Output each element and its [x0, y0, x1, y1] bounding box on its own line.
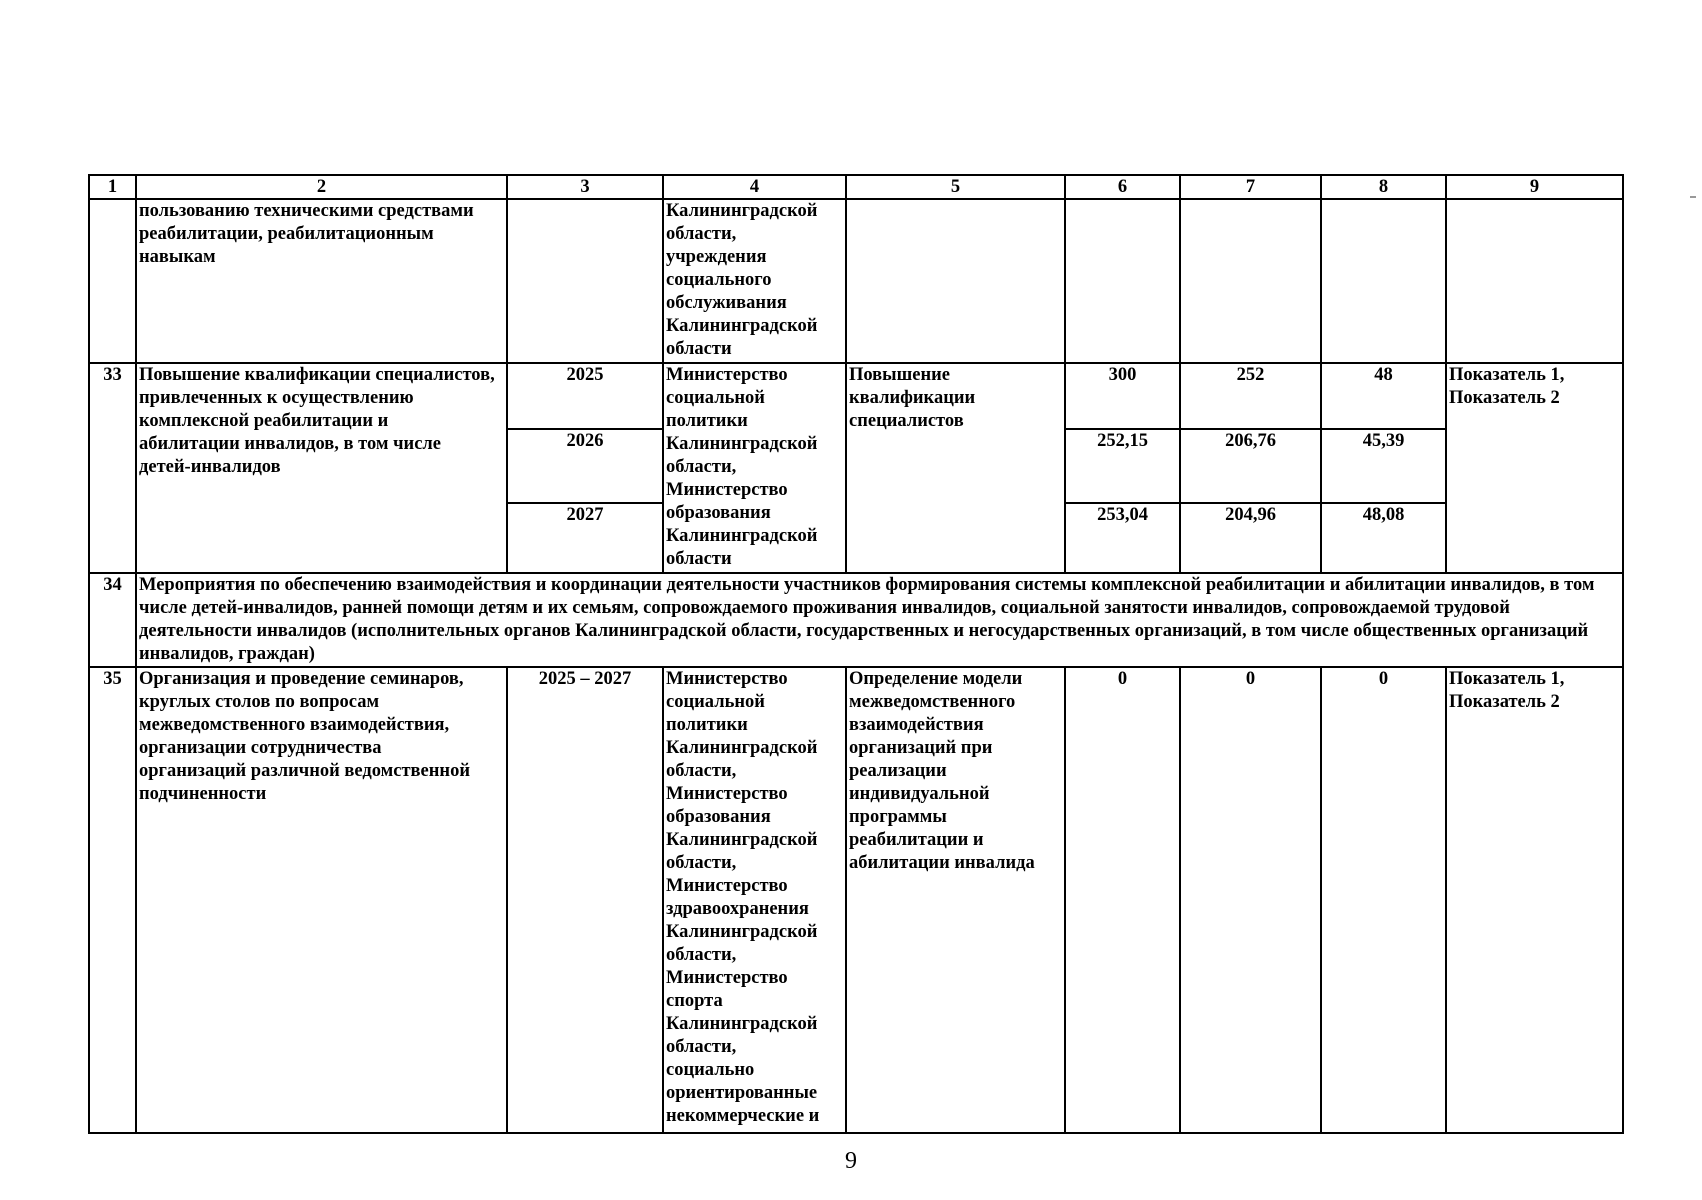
result-cell: Повышение квалификации специалистов [846, 363, 1065, 573]
period-cell [507, 199, 663, 363]
page-number: 9 [845, 1148, 857, 1174]
activity-name-cell: Организация и проведение семинаров, круглых столов по вопросам межведомственного взаимодействия, организации сотрудничества организаций различной ведомственной подчиненности [136, 667, 507, 1133]
header-cell: 3 [507, 175, 663, 199]
value-cell-6: 252,15 [1065, 429, 1180, 503]
value-cell-7 [1180, 199, 1321, 363]
value-cell-8: 48,08 [1321, 503, 1446, 573]
activities-table [88, 174, 1624, 1134]
result-cell [846, 199, 1065, 363]
table-row-33 [89, 363, 1623, 429]
value-cell-6: 0 [1065, 667, 1180, 1133]
result-cell: Определение модели межведомственного взаимодействия организаций при реализации индивидуальной программы реабилитации и абилитации инвалида [846, 667, 1065, 1133]
row-number-cell: 34 [89, 573, 136, 667]
row-number-cell: 35 [89, 667, 136, 1133]
value-cell-7: 252 [1180, 363, 1321, 429]
header-cell: 5 [846, 175, 1065, 199]
value-cell-8: 48 [1321, 363, 1446, 429]
year-cell: 2026 [507, 429, 663, 503]
value-cell-7: 0 [1180, 667, 1321, 1133]
indicator-cell: Показатель 1, Показатель 2 [1446, 667, 1623, 1133]
header-cell: 2 [136, 175, 507, 199]
value-cell-8 [1321, 199, 1446, 363]
value-cell-6: 253,04 [1065, 503, 1180, 573]
header-cell: 9 [1446, 175, 1623, 199]
header-row [89, 175, 1623, 199]
value-cell-7: 206,76 [1180, 429, 1321, 503]
executor-cell: Калининградской области, учреждения социального обслуживания Калининградской области [663, 199, 846, 363]
header-cell: 8 [1321, 175, 1446, 199]
section-heading-cell: Мероприятия по обеспечению взаимодействия и координации деятельности участников формирования системы комплексной реабилитации и абилитации инвалидов, в том числе детей-инвалидов, ранней помощи детям и их семьям, сопровождаемого проживания инвалидов, социальной занятости инвалидов, сопровождаемой трудовой деятельности инвалидов (исполнительных органов Калининградской области, государственных и негосударственных организаций, в том числе общественных организаций инвалидов, граждан) [136, 573, 1623, 667]
row-number-cell: 33 [89, 363, 136, 573]
year-cell: 2025 [507, 363, 663, 429]
header-cell: 7 [1180, 175, 1321, 199]
table-row-continuation [89, 199, 1623, 363]
header-cell: 4 [663, 175, 846, 199]
value-cell-6: 300 [1065, 363, 1180, 429]
scan-edge-mark [1690, 196, 1696, 198]
header-cell: 6 [1065, 175, 1180, 199]
year-cell: 2027 [507, 503, 663, 573]
value-cell-6 [1065, 199, 1180, 363]
activity-name-cell: Повышение квалификации специалистов, привлеченных к осуществлению комплексной реабилитации и абилитации инвалидов, в том числе детей-инвалидов [136, 363, 507, 573]
table-row-34 [89, 573, 1623, 667]
executor-cell: Министерство социальной политики Калининградской области, Министерство образования Калининградской области [663, 363, 846, 573]
value-cell-8: 0 [1321, 667, 1446, 1133]
executor-cell: Министерство социальной политики Калининградской области, Министерство образования Калининградской области, Министерство здравоохранения Калининградской области, Министерство спорта Калининградской области, социально ориентированные некоммерческие и [663, 667, 846, 1133]
indicator-cell [1446, 199, 1623, 363]
indicator-cell: Показатель 1, Показатель 2 [1446, 363, 1623, 573]
activity-name-cell: пользованию техническими средствами реабилитации, реабилитационным навыкам [136, 199, 507, 363]
table-row-35 [89, 667, 1623, 1133]
header-cell: 1 [89, 175, 136, 199]
value-cell-8: 45,39 [1321, 429, 1446, 503]
period-cell: 2025 – 2027 [507, 667, 663, 1133]
row-number-cell [89, 199, 136, 363]
value-cell-7: 204,96 [1180, 503, 1321, 573]
